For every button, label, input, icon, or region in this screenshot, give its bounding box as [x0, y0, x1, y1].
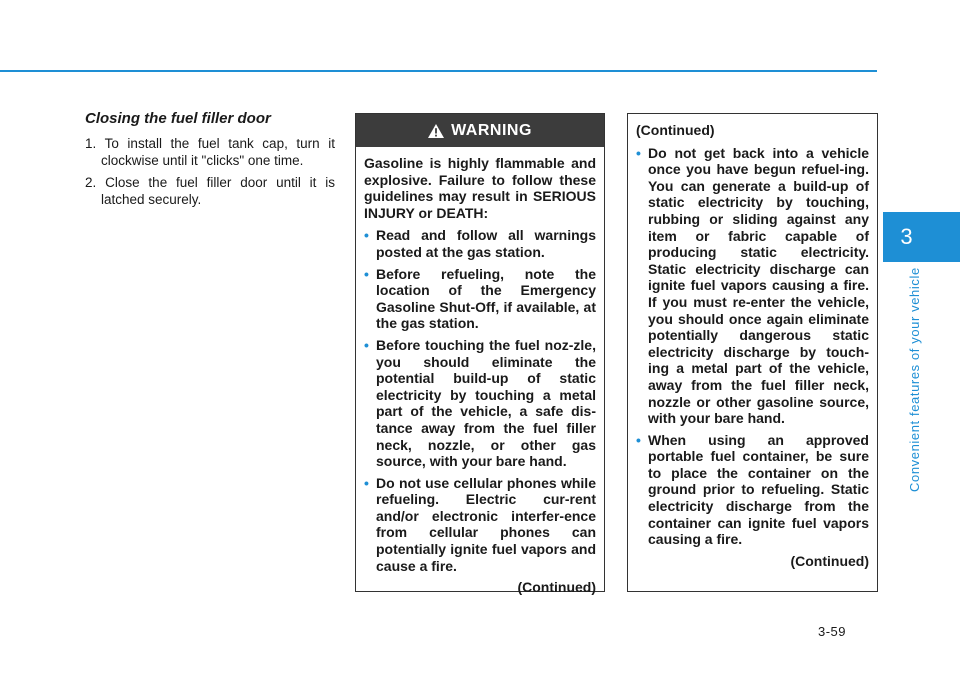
bullet-item — [364, 266, 596, 332]
continued-top-label: (Continued) — [636, 122, 715, 138]
steps-list — [85, 135, 335, 208]
bullet-text: Before touching the fuel noz-zle, you should eliminate the potential build-up of static electricity by touching a metal part of the vehicle, a safe dis-tance away from the fuel filler neck, nozzle, or other gas source, with your bare hand. — [376, 336, 596, 470]
bullet-item — [364, 227, 596, 260]
bullet-text: When using an approved portable fuel container, be sure to place the container on the ground prior to refueling. Static electricity discharge from the container can ignite fuel vapors causing a fire. — [648, 431, 869, 548]
bullet-dot-icon: • — [364, 336, 369, 353]
warning-box-continued — [627, 113, 878, 592]
chapter-number: 3 — [900, 224, 913, 249]
step-item: 2. Close the fuel filler door until it is latched securely. — [85, 175, 335, 207]
bullet-item — [364, 475, 596, 575]
warning-header — [356, 114, 604, 147]
bullet-text: Read and follow all warnings posted at the gas station. — [376, 227, 596, 260]
bullet-dot-icon: • — [364, 265, 369, 282]
header-rule — [0, 70, 877, 72]
bullet-dot-icon: • — [364, 227, 369, 244]
warning-body — [356, 147, 604, 596]
warning-bullets — [364, 227, 596, 574]
bullet-dot-icon: • — [636, 144, 641, 161]
bullet-text: Before refueling, note the location of the Emergency Gasoline Shut-Off, if available, at the gas station. — [376, 265, 596, 332]
bullet-text: Do not use cellular phones while refueling. Electric cur-rent and/or electronic interfer-ence from cellular phones can potentially ignite fuel vapors and cause a fire. — [376, 474, 596, 574]
bullet-item — [636, 432, 869, 548]
section-title: Closing the fuel filler door — [85, 110, 271, 127]
step-item: 1. To install the fuel tank cap, turn it clockwise until it "clicks" one time. — [85, 136, 335, 168]
warning-body — [628, 114, 877, 569]
warning-bullets — [636, 145, 869, 548]
bullet-item — [636, 145, 869, 427]
continued-label: (Continued) — [517, 579, 596, 596]
warning-title: WARNING — [451, 121, 532, 139]
bullet-text: Do not get back into a vehicle once you have begun refuel-ing. You can generate a build-up of static electricity by touching, rubbing or sliding against any item or fabric capable of producing static electricity. Static electricity discharge can ignite fuel vapors causing a fire. If you must re-enter the vehicle, you should once again eliminate potentially dangerous static electricity discharge by touch-ing a metal part of the vehicle, away from the fuel filler neck, nozzle or other gasoline source, with your bare hand. — [648, 144, 869, 427]
warning-triangle-icon — [428, 124, 444, 138]
continued-label: (Continued) — [790, 552, 869, 569]
page-number: 3-59 — [818, 624, 847, 639]
warning-box — [355, 113, 605, 596]
chapter-side-title — [907, 267, 927, 500]
bullet-dot-icon: • — [364, 474, 369, 491]
chapter-title: Convenient features of your vehicle — [907, 267, 922, 492]
left-column — [85, 110, 335, 213]
chapter-tab — [883, 212, 960, 262]
bullet-item — [364, 337, 596, 470]
warning-intro: Gasoline is highly flammable and explosive. Failure to follow these guidelines may result in SERIOUS INJURY or DEATH: — [364, 155, 596, 221]
bullet-dot-icon: • — [636, 431, 641, 448]
